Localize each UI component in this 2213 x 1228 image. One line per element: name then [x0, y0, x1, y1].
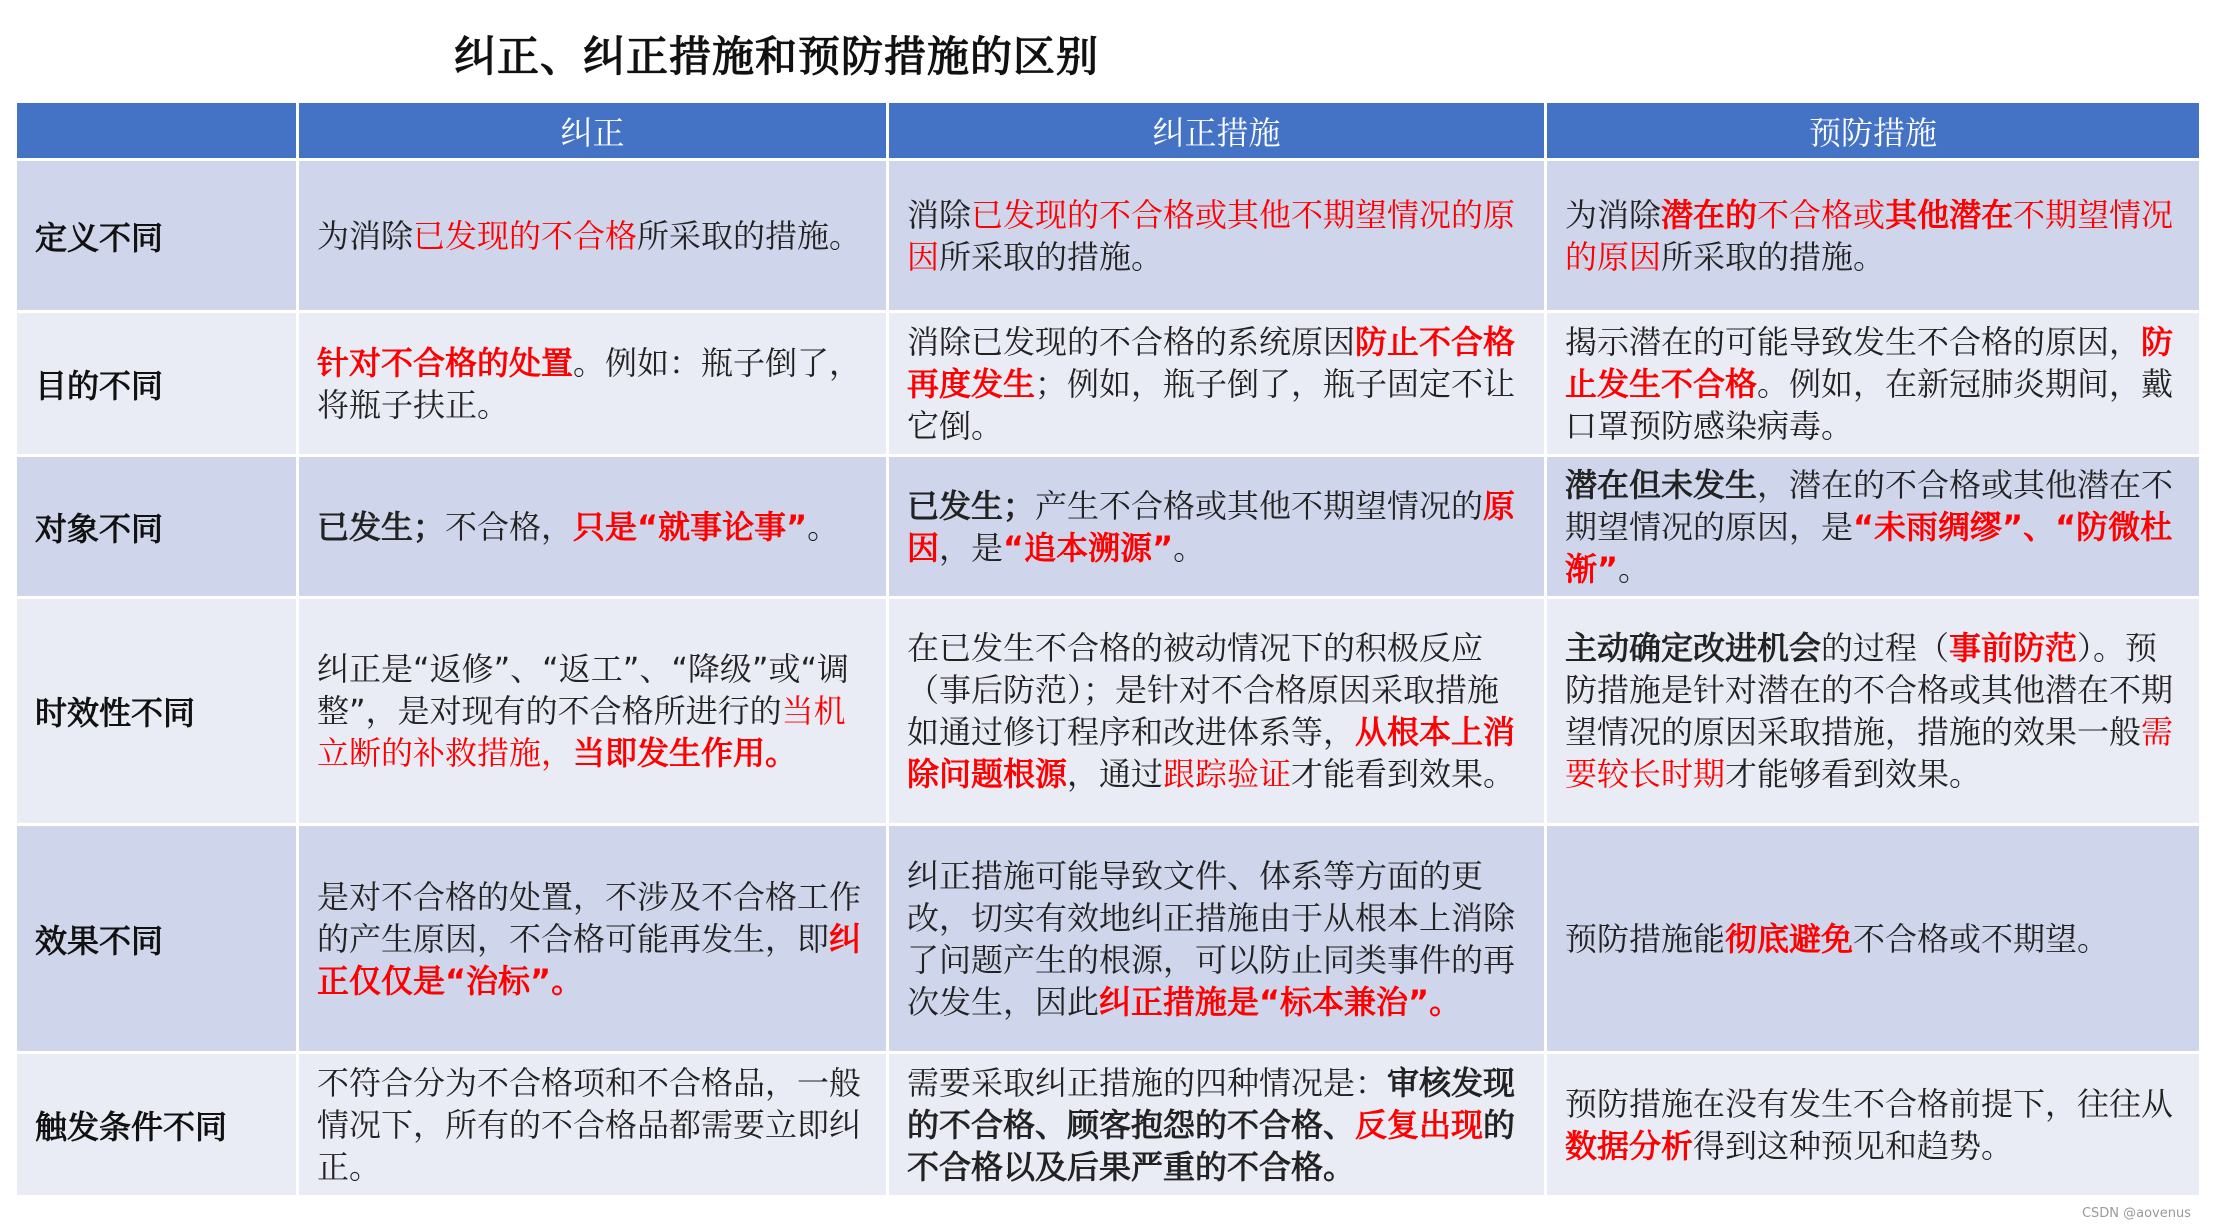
page-title: 纠正、纠正措施和预防措施的区别 [453, 32, 1099, 81]
table-cell [1546, 598, 2201, 825]
table-cell [888, 825, 1546, 1053]
cell-text: 。 [1618, 549, 1651, 588]
cell-text: 才能够看到效果。 [1725, 755, 1982, 793]
highlight-text: 跟踪验证 [1163, 755, 1292, 793]
header-correction: 纠正 [298, 102, 888, 160]
table-row [16, 312, 2201, 456]
cell-text: 潜在但未发生 [1565, 465, 1758, 504]
cell-text: 已发生； [907, 486, 1036, 525]
table-cell [888, 312, 1546, 456]
row-label: 时效性不同 [16, 598, 298, 825]
cell-text: 产生不合格或其他不期望情况的 [1035, 486, 1484, 525]
cell-text: 审核发现的不合格、顾客抱怨的不合格、 [907, 1063, 1516, 1144]
cell-text: 不符合分为不合格项和不合格品，一般情况下，所有的不合格品都需要立即纠正。 [317, 1063, 862, 1186]
highlight-text: 针对不合格的处置 [317, 343, 574, 382]
cell-text: ，通过 [1067, 755, 1164, 793]
highlight-text: 只是“就事论事” [573, 507, 808, 546]
cell-text: 已发生； [317, 507, 446, 546]
table-cell [298, 825, 888, 1053]
table-row [16, 456, 2201, 598]
cell-text: 。例如：瓶子倒了，将瓶子扶正。 [317, 343, 862, 424]
cell-text: 的过程（ [1821, 629, 1950, 667]
cell-text: 为消除 [317, 216, 414, 255]
table-cell [298, 160, 888, 312]
cell-text: 。例如，在新冠肺炎期间，戴口罩预防感染病毒。 [1565, 364, 2174, 445]
cell-text: 所采取的措施。 [939, 237, 1164, 276]
highlight-text: “未雨绸缪”、“防微杜渐” [1565, 507, 2173, 588]
cell-text: 所采取的措施。 [637, 216, 862, 255]
highlight-text: 或 [1853, 195, 1886, 234]
table-cell [1546, 825, 2201, 1053]
highlight-text: 反复出现 [1355, 1105, 1484, 1144]
cell-text: 不合格， [445, 507, 574, 546]
highlight-text: 当机立断的补救措施， [317, 692, 846, 772]
table-row [16, 160, 2201, 312]
highlight-text: 已发现的不合格 [413, 216, 638, 255]
cell-text: 。 [807, 507, 840, 546]
highlight-text: 防止不合格再度发生 [907, 322, 1516, 403]
highlight-text: 纠正仅仅是“治标”。 [317, 919, 862, 1000]
highlight-text: 需要较长时期 [1565, 713, 2174, 793]
row-label: 目的不同 [16, 312, 298, 456]
cell-text: 所采取的措施。 [1661, 237, 1886, 276]
row-label: 触发条件不同 [16, 1053, 298, 1197]
table-row [16, 825, 2201, 1053]
cell-text: 纠正措施可能导致文件、体系等方面的更改，切实有效地纠正措施由于从根本上消除了问题产生的根源，可以防止同类事件的再次发生，因此 [907, 856, 1516, 1021]
cell-text: 是对不合格的处置，不涉及不合格工作的产生原因，不合格可能再发生，即 [317, 877, 862, 958]
cell-text: 消除 [907, 195, 972, 234]
table-cell [1546, 312, 2201, 456]
table-cell [298, 1053, 888, 1197]
highlight-text: 不期望情况的原因 [1565, 195, 2174, 276]
cell-text: 得到这种预见和趋势。 [1693, 1126, 2014, 1165]
table-cell [888, 456, 1546, 598]
cell-text: 揭示潜在的可能导致发生不合格的原因， [1565, 322, 2142, 361]
highlight-text: 防止发生不合格 [1565, 322, 2174, 403]
row-label: 对象不同 [16, 456, 298, 598]
highlight-text: 潜在的 [1661, 195, 1758, 234]
comparison-table [14, 100, 2202, 1198]
cell-text: 需要采取纠正措施的四种情况是： [907, 1063, 1388, 1102]
row-label: 效果不同 [16, 825, 298, 1053]
cell-text: ；例如，瓶子倒了，瓶子固定不让它倒。 [907, 364, 1516, 445]
cell-text: ）。预防措施是针对潜在的不合格或其他潜在不期望情况的原因采取措施，措施的效果一般 [1565, 629, 2174, 751]
table-cell [888, 160, 1546, 312]
table-cell [298, 598, 888, 825]
table-cell [298, 312, 888, 456]
highlight-text: 事前防范 [1949, 629, 2078, 667]
cell-text: 才能看到效果。 [1291, 755, 1516, 793]
highlight-text: 原因 [907, 486, 1516, 567]
table-cell [1546, 1053, 2201, 1197]
cell-text: 预防措施在没有发生不合格前提下，往往从 [1565, 1084, 2174, 1123]
cell-text: 纠正是“返修”、“返工”、“降级”或“调整”，是对现有的不合格所进行的 [317, 650, 850, 730]
table-row [16, 598, 2201, 825]
table-cell [1546, 456, 2201, 598]
cell-text: 主动确定改进机会 [1565, 629, 1822, 667]
table-cell [298, 456, 888, 598]
header-corrective-action: 纠正措施 [888, 102, 1546, 160]
table-cell [1546, 160, 2201, 312]
highlight-text: 其他潜在 [1885, 195, 2014, 234]
header-corner [16, 102, 298, 160]
table-cell [888, 598, 1546, 825]
highlight-text: 不合格 [1757, 195, 1854, 234]
cell-text: ，潜在的不合格或其他潜在不期望情况的原因，是 [1565, 465, 2174, 546]
header-preventive-action: 预防措施 [1546, 102, 2201, 160]
highlight-text: 当即发生作用。 [573, 734, 798, 772]
cell-text: 消除已发现的不合格的系统原因 [907, 322, 1356, 361]
table-row [16, 1053, 2201, 1197]
highlight-text: 彻底避免 [1725, 919, 1854, 958]
cell-text: ，是 [939, 528, 1004, 567]
highlight-text: “追本溯源” [1003, 528, 1174, 567]
cell-text: 预防措施能 [1565, 919, 1726, 958]
highlight-text: 已发现的不合格或其他不期望情况的原因 [907, 195, 1516, 276]
cell-text: 的不合格以及后果严重的不合格。 [907, 1105, 1516, 1186]
cell-text: 在已发生不合格的被动情况下的积极反应（事后防范）；是针对不合格原因采取措施如通过修订程序和改进体系等， [907, 629, 1500, 751]
watermark: CSDN @aovenus [2081, 1206, 2191, 1221]
table-cell [888, 1053, 1546, 1197]
cell-text: 。 [1173, 528, 1206, 567]
cell-text: 不合格或不期望。 [1853, 919, 2110, 958]
row-label: 定义不同 [16, 160, 298, 312]
cell-text: 为消除 [1565, 195, 1662, 234]
highlight-text: 纠正措施是“标本兼治”。 [1099, 982, 1462, 1021]
highlight-text: 从根本上消除问题根源 [907, 713, 1516, 793]
header-row [16, 102, 2201, 160]
highlight-text: 数据分析 [1565, 1126, 1694, 1165]
